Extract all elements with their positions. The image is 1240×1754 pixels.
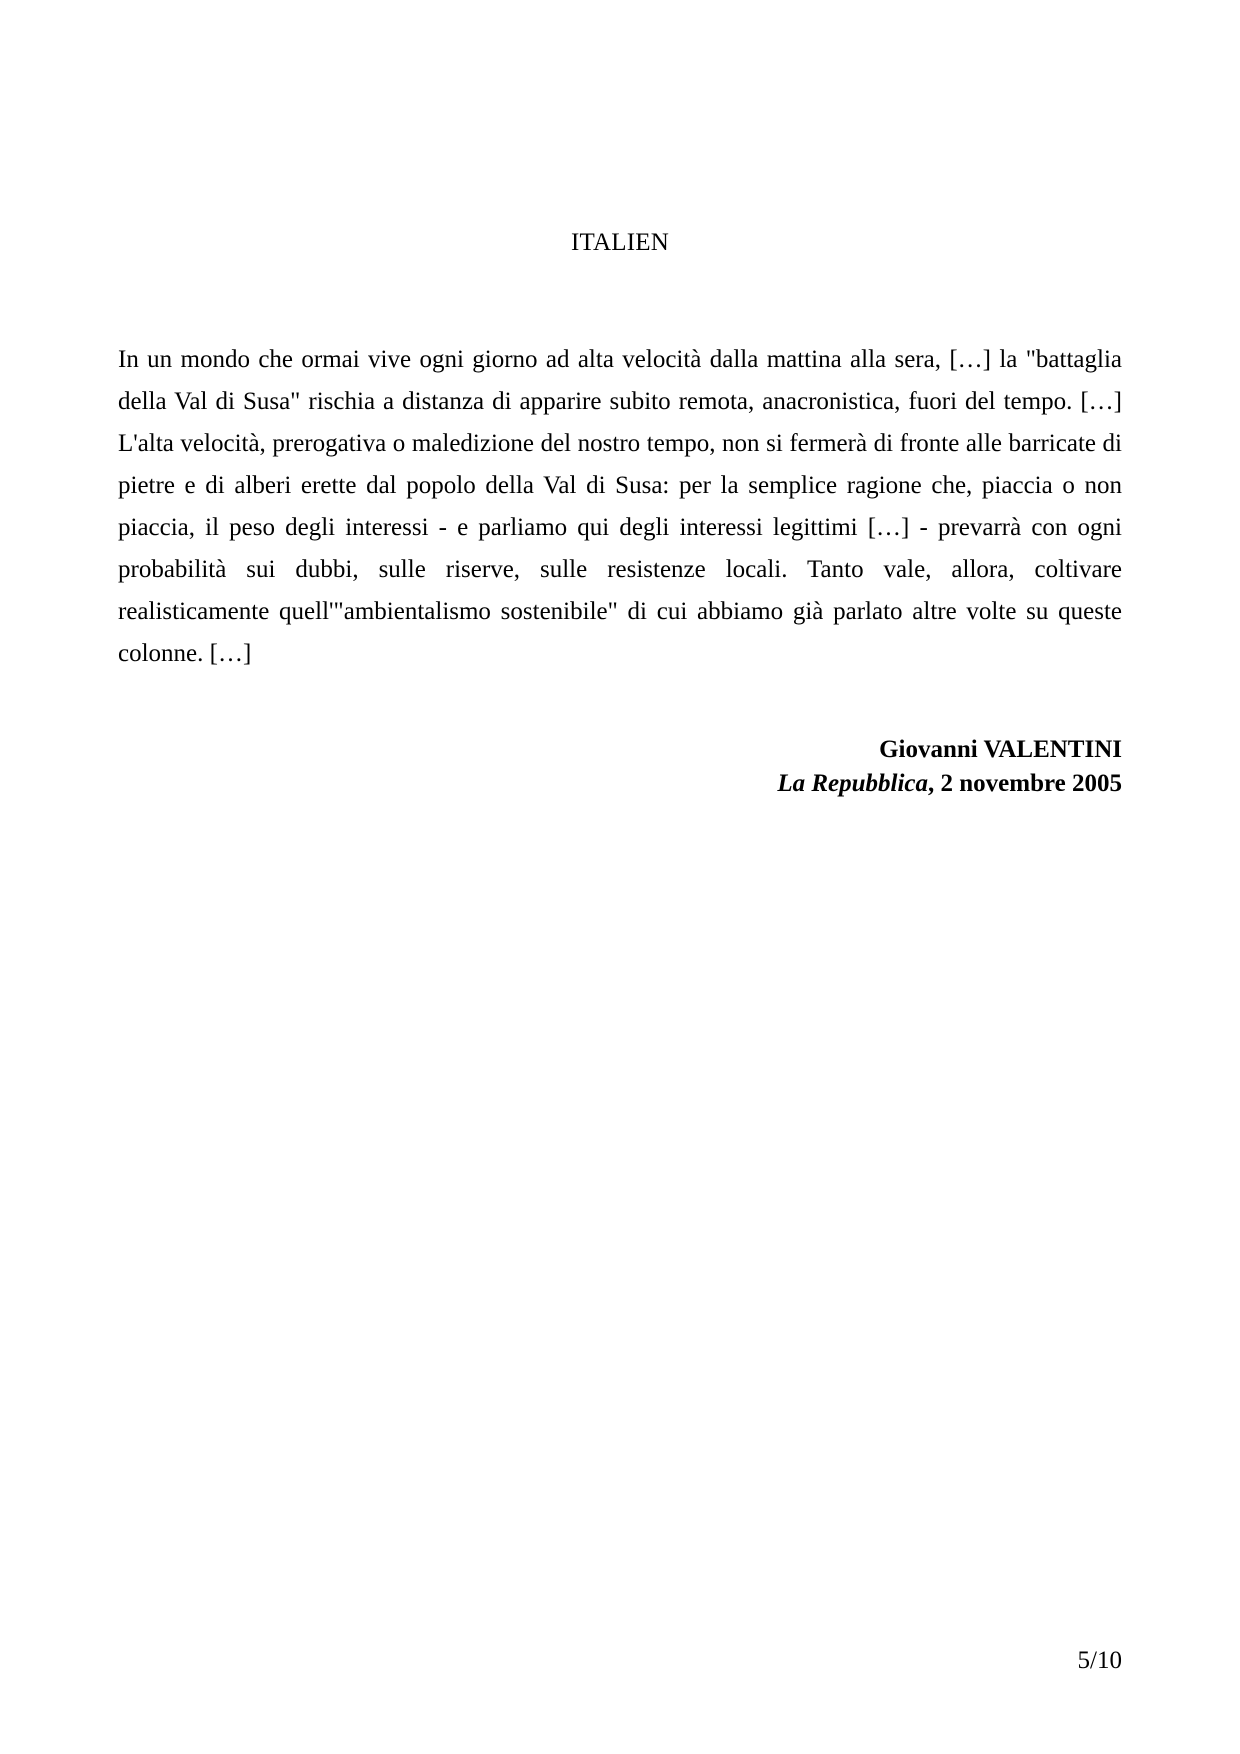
article-excerpt: In un mondo che ormai vive ogni giorno ad alta velocità dalla mattina alla sera, […] la "battaglia della Val di Susa" rischia a distanza di apparire subito remota, anacronistica, fuori del tempo. […] L'alta velocità, prerogativa o maledizione del nostro tempo, non si fermerà di fronte alle barricate di pietre e di alberi erette dal popolo della Val di Susa: per la semplice ragione che, piaccia o non piaccia, il peso degli interessi - e parliamo qui degli interessi legittimi […] - prevarrà con ogni probabilità sui dubbi, sulle riserve, sulle resistenze locali. Tanto vale, allora, coltivare realisticamente quell'"ambientalismo sostenibile" di cui abbiamo già parlato altre volte su queste colonne. […] xyxy=(118,346,1122,667)
page-number: 5/10 xyxy=(1077,1647,1122,1674)
source-publication: La Repubblica xyxy=(777,770,929,797)
source-citation xyxy=(600,767,1122,801)
signature-block xyxy=(600,733,1122,801)
source-date: , 2 novembre 2005 xyxy=(928,770,1122,797)
author-name: Giovanni VALENTINI xyxy=(879,736,1122,763)
page-title: ITALIEN xyxy=(571,229,669,256)
